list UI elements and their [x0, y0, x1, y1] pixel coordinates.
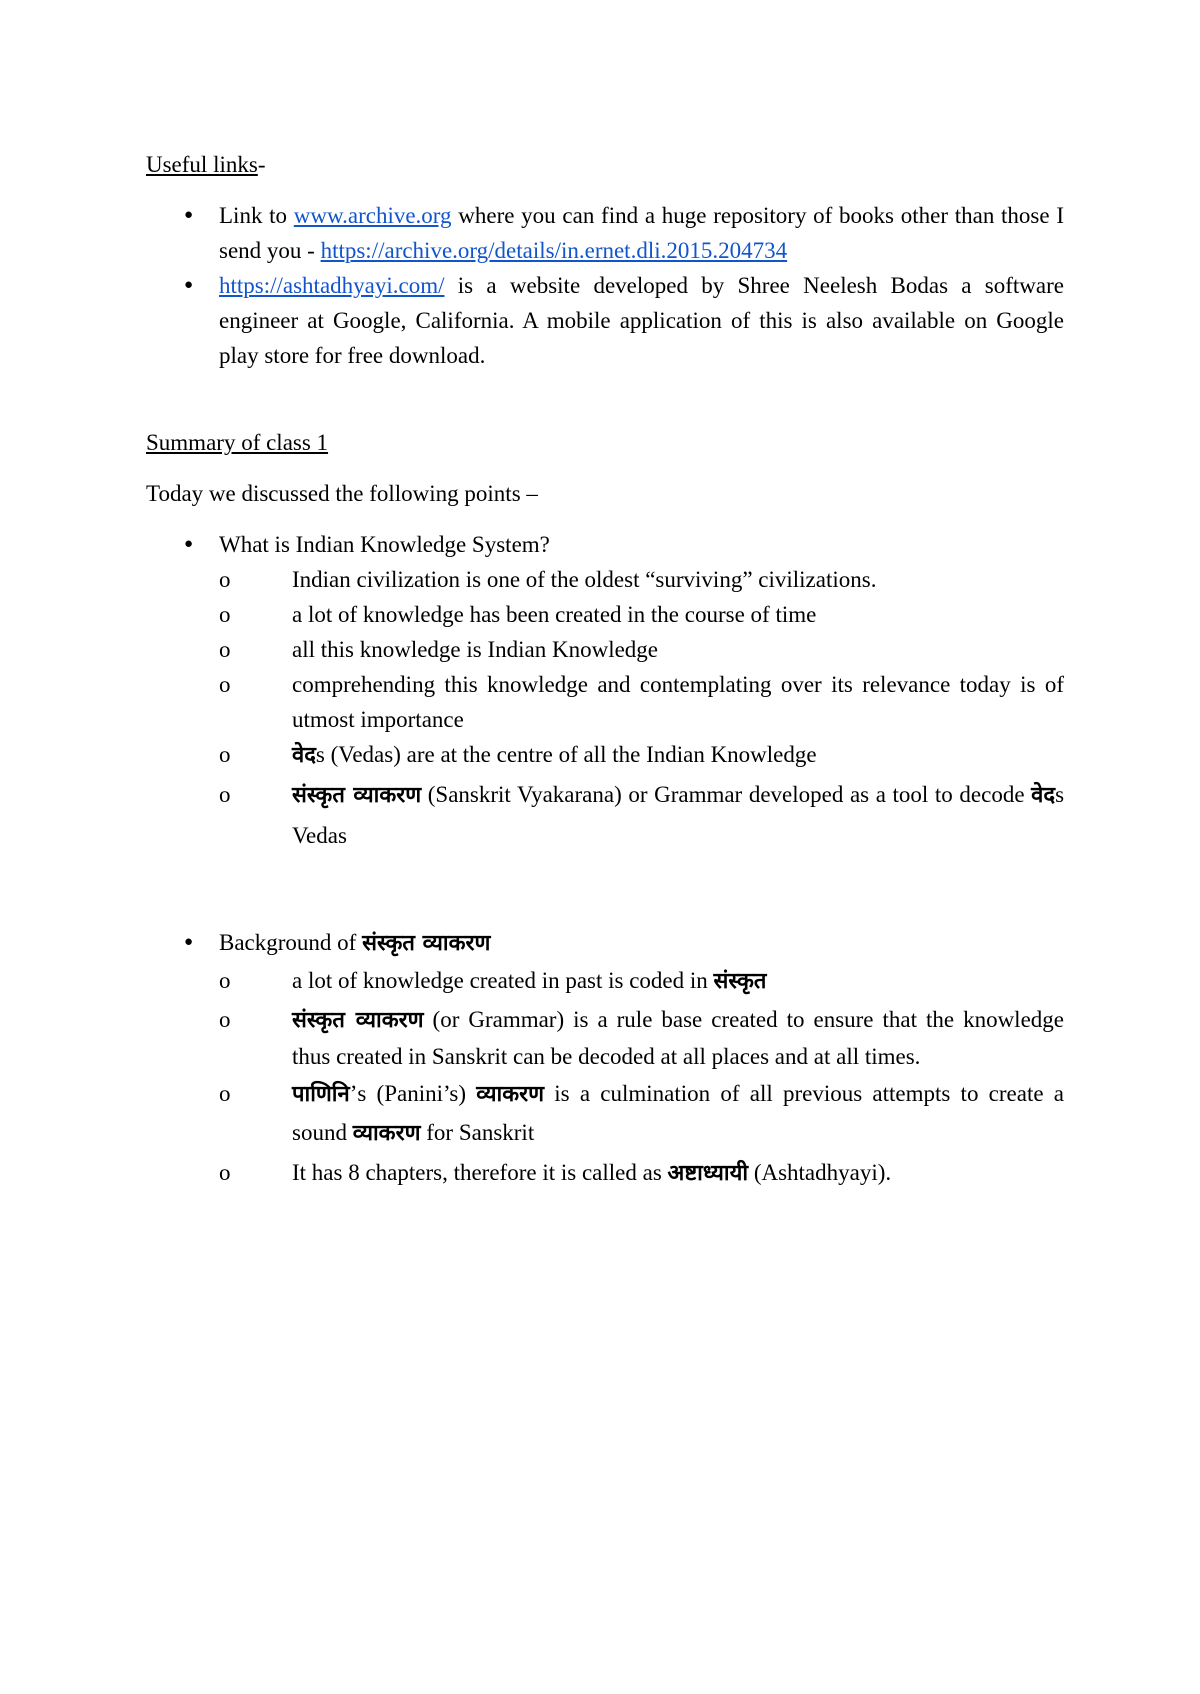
- sub-list-item: [219, 737, 1064, 773]
- sub-bullet-icon: o: [219, 1081, 231, 1106]
- deva-text: व्याकरण: [476, 1082, 545, 1107]
- item-text: a lot of knowledge created in past is coded in: [292, 968, 714, 993]
- deva-text: संस्कृत व्याकरण: [292, 783, 422, 808]
- item-text: s (Vedas) are at the centre of all the Indian Knowledge: [315, 742, 817, 767]
- item-text: is a website developed by Shree Neelesh Bodas a software engineer at Google, California. A mobile application of this is also available on Google play store for free download.: [219, 273, 1064, 368]
- summary-heading: Summary of class 1: [146, 430, 329, 455]
- item-text: It has 8 chapters, therefore it is called as: [292, 1160, 668, 1185]
- useful-links-section: [146, 147, 1064, 373]
- summary-list-1: [146, 527, 1064, 562]
- deva-text: व्याकरण: [352, 1121, 421, 1146]
- heading-suffix: -: [257, 152, 266, 177]
- sub-list-item: [219, 961, 1064, 1002]
- item-text: all this knowledge is Indian Knowledge: [292, 637, 659, 662]
- sub-bullet-icon: o: [219, 567, 231, 592]
- useful-links-heading-line: [146, 147, 1064, 182]
- sub-bullet-icon: o: [219, 1007, 231, 1032]
- sub-bullet-icon: o: [219, 782, 231, 807]
- deva-text: वेद: [1031, 783, 1056, 808]
- sub-list-item: [219, 1002, 1064, 1075]
- sub-bullet-icon: o: [219, 742, 231, 767]
- item-text: Indian civilization is one of the oldest “surviving” civilizations.: [292, 567, 877, 592]
- summary-list-2: [146, 925, 1064, 961]
- item-text: Link to: [219, 203, 294, 228]
- sub-bullet-icon: o: [219, 672, 231, 697]
- deva-text: संस्कृत व्याकरण: [362, 931, 491, 956]
- item-text: (or Grammar) is a rule base created to ensure that the knowledge thus created in Sanskrit can be decoded at all places and at all times.: [292, 1007, 1064, 1069]
- list-item: [146, 198, 1064, 268]
- bullet-icon: ●: [184, 277, 194, 293]
- list-item: [146, 925, 1064, 961]
- sub-bullet-icon: o: [219, 1160, 231, 1185]
- section-title: What is Indian Knowledge System?: [219, 532, 550, 557]
- deva-text: पाणिनि: [292, 1082, 350, 1107]
- sub-bullet-icon: o: [219, 968, 231, 993]
- deva-text: अष्टाध्यायी: [667, 1161, 749, 1186]
- section-title: Background of: [219, 930, 363, 955]
- bullet-icon: ●: [184, 934, 194, 950]
- sub-list-item: [219, 667, 1064, 737]
- archive-details-link[interactable]: https://archive.org/details/in.ernet.dli.2015.204734: [320, 238, 788, 263]
- summary-intro: Today we discussed the following points –: [146, 481, 538, 506]
- sub-bullet-icon: o: [219, 637, 231, 662]
- sub-list-1: [146, 562, 1064, 856]
- sub-list-item: [219, 1153, 1064, 1194]
- item-text: comprehending this knowledge and contemplating over its relevance today is of utmost importance: [292, 672, 1064, 732]
- sub-list-item: [219, 1075, 1064, 1153]
- item-text: (Sanskrit Vyakarana) or Grammar developed as a tool to decode: [421, 782, 1032, 807]
- item-text: where you can find a huge repository of books other than those I send you -: [219, 203, 1064, 263]
- item-text: is a culmination of all previous attempts to create a sound: [292, 1081, 1064, 1145]
- item-text: a lot of knowledge has been created in the course of time: [292, 602, 817, 627]
- list-item: [146, 268, 1064, 373]
- deva-text: वेद: [292, 743, 316, 768]
- item-text: (Ashtadhyayi).: [748, 1160, 892, 1185]
- bullet-icon: ●: [184, 207, 194, 223]
- item-text: s Vedas: [292, 782, 1065, 848]
- archive-link[interactable]: www.archive.org: [293, 203, 452, 228]
- useful-links-list: [146, 198, 1064, 373]
- deva-text: संस्कृत व्याकरण: [292, 1008, 424, 1033]
- summary-section: [146, 425, 1064, 1194]
- sub-bullet-icon: o: [219, 602, 231, 627]
- item-text: for Sanskrit: [420, 1120, 535, 1145]
- bullet-icon: ●: [184, 536, 194, 552]
- list-item: [146, 527, 1064, 562]
- sub-list-2: [146, 961, 1064, 1194]
- sub-list-item: [219, 632, 1064, 667]
- item-text: ’s (Panini’s): [349, 1081, 477, 1106]
- sub-list-item: [219, 562, 1064, 597]
- sub-list-item: [219, 775, 1064, 856]
- sub-list-item: [219, 597, 1064, 632]
- deva-text: संस्कृत: [713, 969, 767, 994]
- ashtadhyayi-link[interactable]: https://ashtadhyayi.com/: [219, 273, 445, 298]
- useful-links-heading: Useful links: [146, 152, 258, 177]
